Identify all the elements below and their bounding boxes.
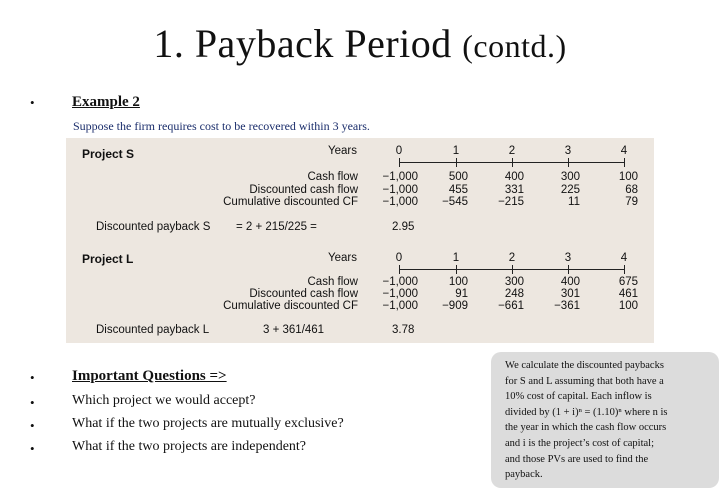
project-l-payback-label: Discounted payback L [96,324,210,336]
note-line: and those PVs are used to find the [505,453,649,465]
project-l-tick-3 [568,265,569,274]
project-s-cell: −545 [442,196,468,208]
project-l-tick-4 [624,265,625,274]
project-s-cell: −1,000 [382,184,418,196]
project-s-year-4: 4 [620,145,628,157]
project-s-cell: 79 [625,196,638,208]
project-s-cell: 455 [448,184,468,196]
project-s-cell: −215 [498,196,524,208]
project-s-tick-4 [624,158,625,167]
project-s-payback-label: Discounted payback S [96,221,211,233]
project-s-cell: 300 [560,171,580,183]
project-l-cell: 675 [618,276,638,288]
project-l-cell: 301 [560,288,580,300]
project-l-tick-2 [512,265,513,274]
bullet-question-3: • [30,441,35,456]
project-l-cell: 400 [560,276,580,288]
project-l-name: Project L [82,252,134,266]
project-s-cell: −1,000 [382,171,418,183]
question-item: Which project we would accept? [72,393,256,408]
project-l-cell: 91 [455,288,468,300]
project-l-cell: 100 [448,276,468,288]
project-s-cell: 100 [618,171,638,183]
project-s-cell: −1,000 [382,196,418,208]
bullet-example: • [30,95,35,110]
explanation-note [491,352,719,488]
project-s-row-label: Cumulative discounted CF [223,196,358,208]
project-l-cell: −1,000 [382,300,418,312]
project-s-year-2: 2 [508,145,516,157]
project-l-year-2: 2 [508,252,516,264]
question-item: What if the two projects are mutually exclusive? [72,416,344,431]
project-l-year-3: 3 [564,252,572,264]
project-s-cell: 225 [560,184,580,196]
example-heading: Example 2 [72,94,140,110]
project-l-row-label: Cumulative discounted CF [223,300,358,312]
project-s-row-label: Discounted cash flow [249,184,358,196]
project-s-cell: 68 [625,184,638,196]
questions-heading: Important Questions => [72,368,227,384]
note-line: We calculate the discounted paybacks [505,360,664,371]
project-l-cell: 300 [504,276,524,288]
project-l-cell: 461 [618,288,638,300]
bullet-question-2: • [30,418,35,433]
project-l-tick-0 [399,265,400,274]
note-line: and i is the project’s cost of capital; [505,438,654,449]
note-line: for S and L assuming that both have a [505,375,664,387]
project-s-year-3: 3 [564,145,572,157]
project-l-row-label: Cash flow [307,276,358,288]
project-l-years-label: Years [328,252,357,264]
project-s-year-1: 1 [452,145,460,157]
bullet-question-1: • [30,395,35,410]
project-s-tick-2 [512,158,513,167]
project-s-payback-value: 2.95 [392,221,415,233]
slide-title [0,20,720,67]
note-line: the year in which the cash flow occurs [505,422,667,434]
note-line: 10% cost of capital. Each inflow is [505,391,652,403]
project-l-year-1: 1 [452,252,460,264]
project-l-payback-value: 3.78 [392,324,415,336]
note-line: divided by (1 + i)ⁿ = (1.10)ⁿ where n is [505,406,668,418]
bullet-questions: • [30,370,35,385]
question-item: What if the two projects are independent? [72,439,307,454]
project-l-year-4: 4 [620,252,628,264]
project-l-cell: 248 [504,288,524,300]
project-s-name: Project S [82,147,135,161]
project-l-tick-1 [456,265,457,274]
title-sub: (contd.) [462,28,567,64]
project-l-cell: −661 [498,300,524,312]
project-s-years-label: Years [328,145,357,157]
project-s-cell: 11 [568,196,580,208]
project-s-tick-0 [399,158,400,167]
project-l-payback-formula: 3 + 361/461 [263,324,325,336]
note-line: payback. [505,469,543,481]
project-l-cell: −1,000 [382,276,418,288]
project-s-year-0: 0 [395,145,403,157]
project-l-cell: −909 [442,300,468,312]
project-s-cell: 400 [504,171,524,183]
project-s-cell: 500 [448,171,468,183]
assumption-text: Suppose the firm requires cost to be recovered within 3 years. [73,119,370,133]
project-l-cell: 100 [618,300,638,312]
project-l-cell: −361 [554,300,580,312]
project-l-row-label: Discounted cash flow [249,288,358,300]
project-s-tick-3 [568,158,569,167]
project-l-cell: −1,000 [382,288,418,300]
project-s-row-label: Cash flow [307,171,358,183]
payback-table-panel [66,138,654,343]
project-s-tick-1 [456,158,457,167]
project-s-payback-formula: = 2 + 215/225 = [236,221,317,233]
project-l-year-0: 0 [395,252,403,264]
title-main: 1. Payback Period [153,21,452,66]
project-s-cell: 331 [504,184,524,196]
